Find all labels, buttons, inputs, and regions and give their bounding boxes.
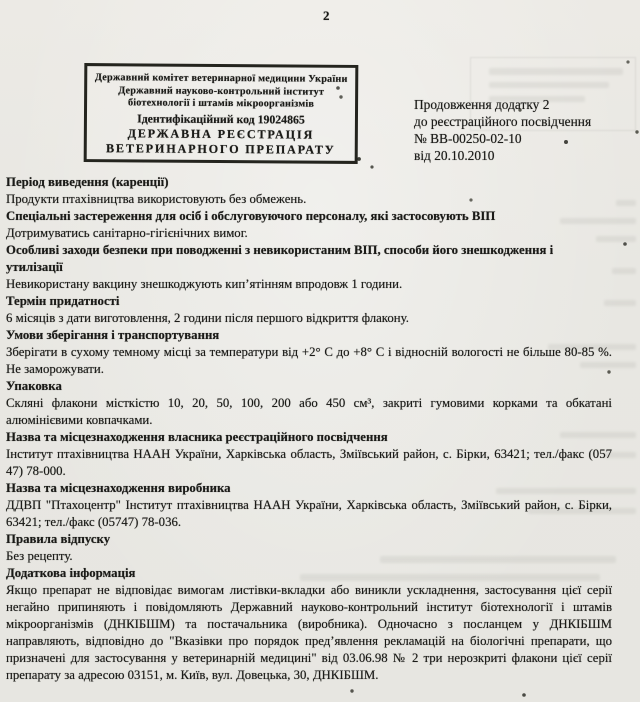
stamp-line: біотехнології і штамів мікроорганізмів [127, 97, 315, 110]
stamp-title: ДЕРЖАВНА РЕЄСТРАЦІЯ [127, 125, 315, 142]
certificate-date: від 20.10.2010 [414, 148, 495, 163]
stamp-line: Державний комітет ветеринарної медицини України [94, 72, 348, 85]
certificate-number: № ВВ-00250-02-10 [414, 131, 522, 146]
registration-stamp [84, 63, 359, 164]
section-heading: Упаковка [6, 379, 62, 393]
section-text: ДДВП "Птахоцентр" Інститут птахівництва НААН України, Харківська область, Зміївський район, с. Бірки, 63421; тел./факс (05747) 78-036. [6, 498, 612, 529]
scan-noise [0, 0, 2, 2]
section-heading: Правила відпуску [6, 532, 111, 546]
section-text: Без рецепту. [6, 549, 73, 563]
section-text: Невикористану вакцину знешкоджують кип’ятінням впродовж 1 години. [6, 277, 403, 291]
bleed-through-mark [489, 68, 623, 75]
stamp-id-code: Ідентифікаційний код 19024865 [137, 110, 305, 127]
annex-reference [414, 96, 634, 164]
section-text: Дотримуватись санітарно-гігієнічних вимог. [6, 226, 248, 240]
page-number: 2 [323, 8, 330, 23]
section-heading: Період виведення (каренції) [6, 175, 169, 189]
bleed-through-mark [612, 268, 636, 274]
bleed-through-mark [489, 82, 609, 88]
section-heading: Назва та місцезнаходження власника реєстраційного посвідчення [6, 430, 388, 444]
section-text: Зберігати в сухому темному місці за температури від +2° С до +8° С і відносній вологості не більше 80-85 %. Не заморожувати. [6, 345, 612, 376]
stamp-line: Державний науково-контрольний інститут [118, 84, 325, 98]
annex-line: Продовження додатку 2 [414, 97, 550, 112]
document-body [6, 174, 612, 684]
annex-line: до реєстраційного посвідчення [414, 114, 592, 129]
stamp-title: ВЕТЕРИНАРНОГО ПРЕПАРАТУ [105, 141, 336, 157]
section-heading: Спеціальні застереження для осіб і обслуговуючого персоналу, які застосовують ВІП [6, 209, 496, 223]
section-heading: Назва та місцезнаходження виробника [6, 481, 231, 495]
section-text: Продукти птахівництва використовують без обмежень. [6, 192, 307, 206]
section-heading: Додаткова інформація [6, 566, 136, 580]
section-text: Інститут птахівництва НААН України, Харківська область, Зміївський район, с. Бірки, 63421; тел./факс (057 47) 78-000. [6, 447, 612, 478]
section-text: Скляні флакони місткістю 10, 20, 50, 100, 200 або 450 см³, закриті гумовими корками та обкатані алюмінієвими ковпачками. [6, 396, 612, 427]
section-heading: Термін придатності [6, 294, 120, 308]
bleed-through-mark [616, 200, 636, 206]
section-heading: Особливі заходи безпеки при поводженні з невикористаним ВІП, способи його знешкодження і утилізації [6, 243, 554, 274]
section-text: 6 місяців з дати виготовлення, 2 години після першого відкриття флакону. [6, 311, 409, 325]
section-text: Якщо препарат не відповідає вимогам листівки-вкладки або виникли ускладнення, застосування цієї серії негайно припиняють і повідомляють Державний науково-контрольний інститут біотехнології і штамів мікроорганізмів (ДНКІБШМ) та постачальника (виробника). Одночасно з посланцем у ДНКІБШМ направляють, відповідно до "Вказівки про порядок пред’явлення рекламацій на біологічні препарати, що призначені для застосування у ветеринарній медицині" від 03.06.98 № 2 три нерозкриті флакони цієї серії препарату за адресою 03151, м. Київ, вул. Довецька, 30, ДНКІБШМ. [6, 583, 612, 682]
section-heading: Умови зберігання і транспортування [6, 328, 220, 342]
